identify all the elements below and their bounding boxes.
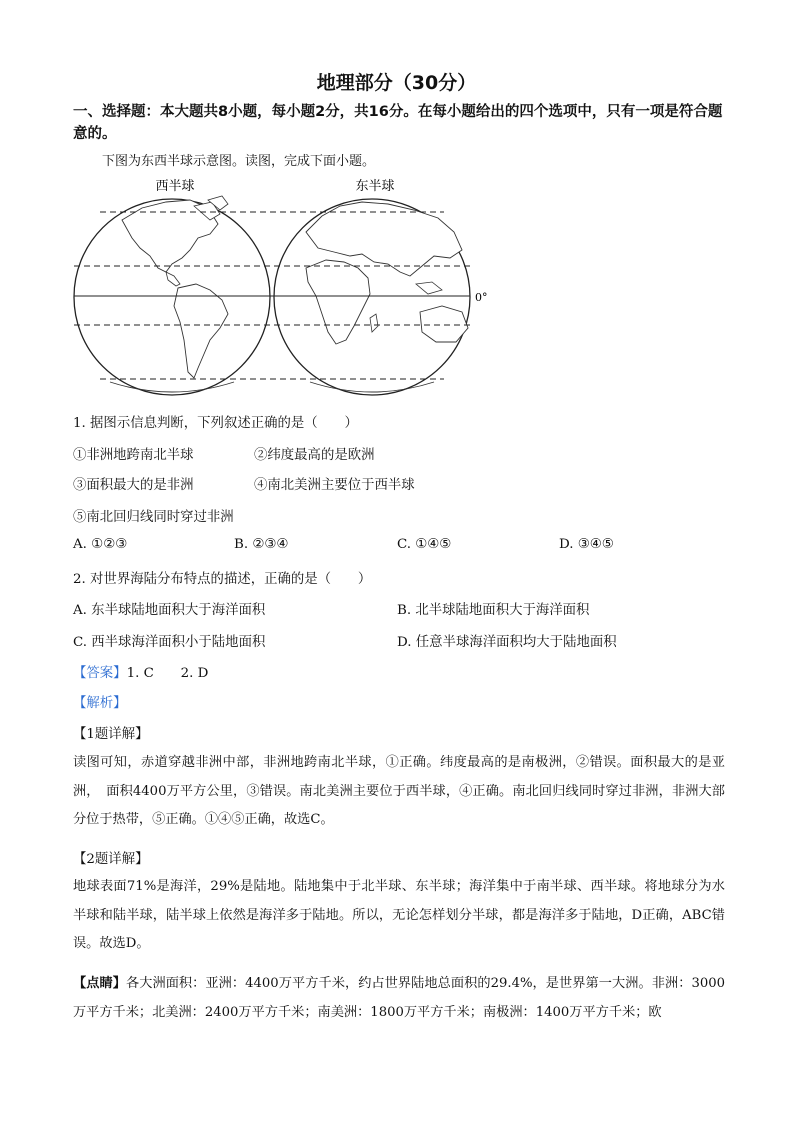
q1-option-a: A. ①②③ — [73, 537, 128, 552]
equator-label: 0° — [475, 291, 488, 304]
answer-label: 【答案】 — [73, 666, 127, 681]
east-hemisphere — [274, 199, 470, 395]
q1-statement-2: ②纬度最高的是欧洲 — [254, 448, 375, 463]
tip-text: 各大洲面积：亚洲：4400万平方千米，约占世界陆地总面积的29.4%，是世界第一大洲。非洲：3000万平方千米；北美洲：2400万平方千米；南美洲：1800万平方千米；南极洲：1400万平方千米；欧 — [73, 976, 726, 1020]
hemisphere-map — [70, 172, 500, 404]
q1-statement-5: ⑤南北回归线同时穿过非洲 — [73, 510, 234, 525]
q1-option-c: C. ①④⑤ — [397, 537, 452, 552]
q1-option-d: D. ③④⑤ — [559, 537, 614, 552]
tip-paragraph — [73, 970, 725, 1027]
q2-option-c: C. 西半球海洋面积小于陆地面积 — [73, 635, 266, 650]
question-1-stem: 1. 据图示信息判断，下列叙述正确的是（ ） — [73, 416, 358, 431]
detail-2-heading: 【2题详解】 — [73, 852, 149, 867]
page-title: 地理部分（30分） — [316, 72, 477, 94]
detail-1-heading: 【1题详解】 — [73, 727, 149, 742]
q1-statement-1: ①非洲地跨南北半球 — [73, 448, 194, 463]
tip-label: 【点睛】 — [73, 976, 126, 991]
answer-value: 1. C 2. D — [126, 666, 209, 681]
east-hemisphere-label: 东半球 — [355, 179, 395, 194]
q2-option-b: B. 北半球陆地面积大于海洋面积 — [397, 603, 590, 618]
question-2-stem: 2. 对世界海陆分布特点的描述，正确的是（ ） — [73, 572, 372, 587]
section-heading: 一、选择题：本大题共8小题，每小题2分，共16分。在每小题给出的四个选项中，只有一项是符合题意的。 — [73, 104, 723, 142]
q1-option-b: B. ②③④ — [234, 537, 289, 552]
q2-option-d: D. 任意半球海洋面积均大于陆地面积 — [397, 635, 617, 650]
detail-2-text: 地球表面71%是海洋，29%是陆地。陆地集中于北半球、东半球；海洋集中于南半球、西半球。将地球分为水半球和陆半球，陆半球上依然是海洋多于陆地。所以，无论怎样划分半球，都是海洋多于陆地，D正确，ABC错误。故选D。 — [73, 879, 725, 951]
q1-statement-3: ③面积最大的是非洲 — [73, 478, 194, 493]
detail-1-text: 读图可知，赤道穿越非洲中部，非洲地跨南北半球，①正确。纬度最高的是南极洲，②错误。面积最大的是亚洲， 面积4400万平方公里，③错误。南北美洲主要位于西半球，④正确。南北回归线同时穿过非洲，非洲大部分位于热带，⑤正确。①④⑤正确，故选C。 — [73, 755, 725, 827]
map-intro: 下图为东西半球示意图。读图，完成下面小题。 — [102, 154, 376, 169]
q2-option-a: A. 东半球陆地面积大于海洋面积 — [73, 603, 266, 618]
west-hemisphere-label: 西半球 — [155, 179, 195, 194]
q1-statement-4: ④南北美洲主要位于西半球 — [254, 478, 415, 493]
answer-line — [73, 662, 208, 681]
analysis-label: 【解析】 — [73, 696, 127, 711]
